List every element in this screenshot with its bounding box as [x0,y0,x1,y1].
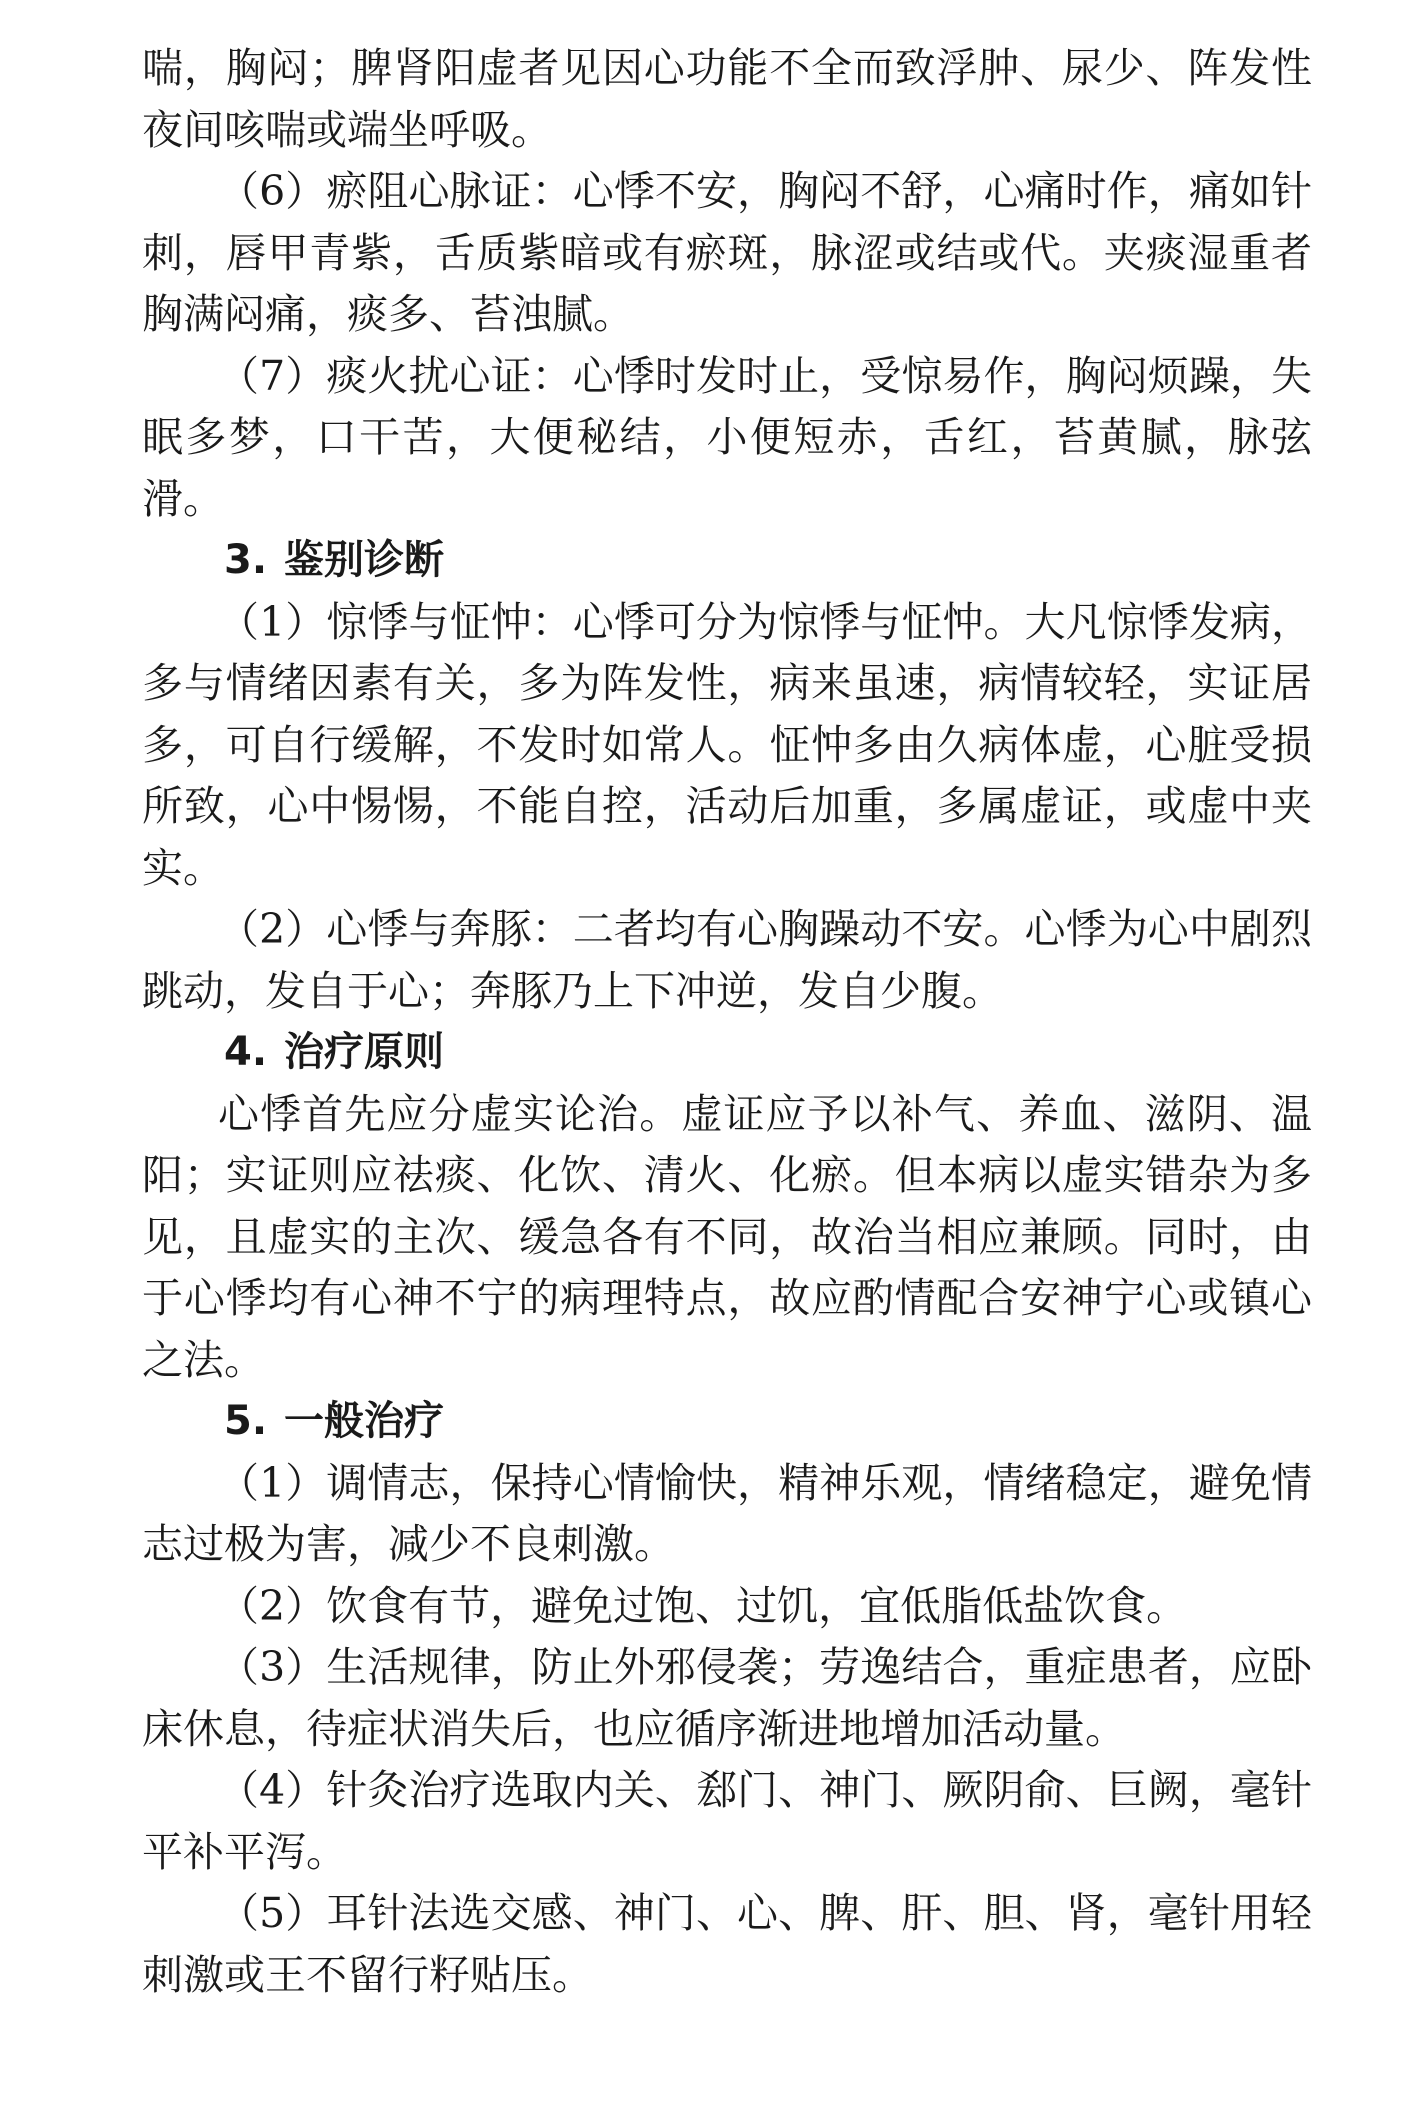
section-number: 4. [224,1029,268,1075]
text-block [142,38,1312,2006]
paragraph: （2）饮食有节，避免过饱、过饥，宜低脂低盐饮食。 [218,1581,1188,1630]
paragraph: （5）耳针法选交感、神门、心、脾、肝、胆、肾，毫针用轻刺激或王不留行籽贴压。 [142,1889,1312,1999]
section-heading [142,530,1312,592]
section-number: 3. [224,537,268,583]
paragraph: （2）心悸与奔豚：二者均有心胸躁动不安。心悸为心中剧烈跳动，发自于心；奔豚乃上下冲逆，发自少腹。 [142,905,1312,1015]
section-heading [142,1391,1312,1453]
section-title: 治疗原则 [284,1029,444,1075]
paragraph: 心悸首先应分虚实论治。虚证应予以补气、养血、滋阴、温阳；实证则应祛痰、化饮、清火、化瘀。但本病以虚实错杂为多见，且虚实的主次、缓急各有不同，故治当相应兼顾。同时，由于心悸均有心神不宁的病理特点，故应酌情配合安神宁心或镇心之法。 [142,1089,1312,1384]
paragraph: 喘，胸闷；脾肾阳虚者见因心功能不全而致浮肿、尿少、阵发性夜间咳喘或端坐呼吸。 [142,44,1312,154]
paragraph: （7）痰火扰心证：心悸时发时止，受惊易作，胸闷烦躁，失眠多梦，口干苦，大便秘结，小便短赤，舌红，苔黄腻，脉弦滑。 [142,351,1312,523]
paragraph: （1）调情志，保持心情愉快，精神乐观，情绪稳定，避免情志过极为害，减少不良刺激。 [142,1458,1312,1568]
section-title: 一般治疗 [284,1398,444,1444]
section-number: 5. [224,1398,268,1444]
paragraph: （3）生活规律，防止外邪侵袭；劳逸结合，重症患者，应卧床休息，待症状消失后，也应循序渐进地增加活动量。 [142,1643,1312,1753]
paragraph: （1）惊悸与怔忡：心悸可分为惊悸与怔忡。大凡惊悸发病，多与情绪因素有关，多为阵发性，病来虽速，病情较轻，实证居多，可自行缓解，不发时如常人。怔忡多由久病体虚，心脏受损所致，心中惕惕，不能自控，活动后加重，多属虚证，或虚中夹实。 [142,597,1312,892]
paragraph: （6）瘀阻心脉证：心悸不安，胸闷不舒，心痛时作，痛如针刺，唇甲青紫，舌质紫暗或有瘀斑，脉涩或结或代。夹痰湿重者胸满闷痛，痰多、苔浊腻。 [142,167,1312,338]
section-heading [142,1022,1312,1084]
section-title: 鉴别诊断 [284,537,444,583]
paragraph: （4）针灸治疗选取内关、郄门、神门、厥阴俞、巨阙，毫针平补平泻。 [142,1766,1312,1876]
